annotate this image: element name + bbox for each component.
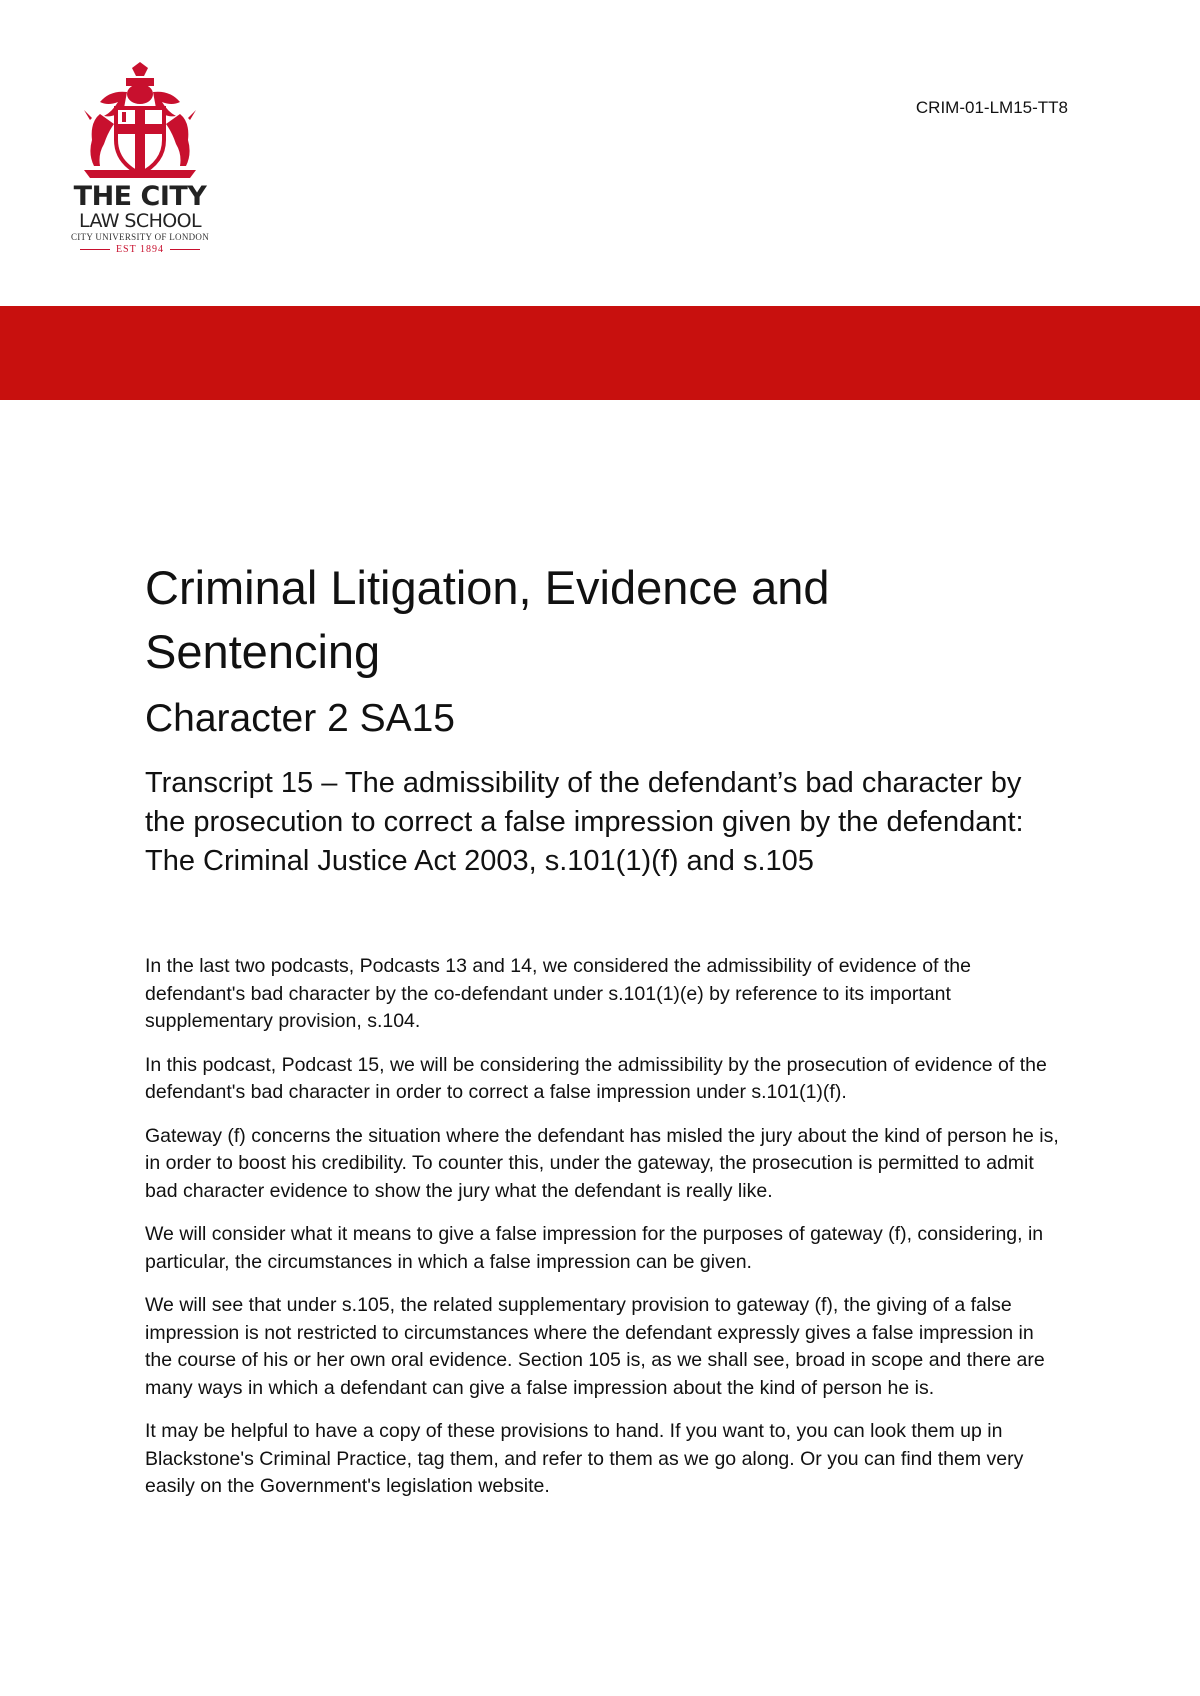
document-body [145, 556, 1065, 1517]
paragraph-list [145, 953, 1065, 1501]
paragraph: We will consider what it means to give a false impression for the purposes of gateway (f), considering, in particular, the circumstances in which a false impression can be given. [145, 1223, 1044, 1273]
document-code: CRIM-01-LM15-TT8 [915, 98, 1068, 117]
paragraph: It may be helpful to have a copy of these provisions to hand. If you want to, you can look them up in Blackstone's Criminal Practice, tag them, and refer to them as we go along. Or you can find them very easily on the Government's legislation website. [145, 1420, 1024, 1497]
paragraph: In the last two podcasts, Podcasts 13 and 14, we considered the admissibility of evidence of the defendant's bad character by the co-defendant under s.101(1)(e) by reference to its important supplementary provision, s.104. [145, 955, 971, 1032]
logo-established: EST 1894 [70, 244, 210, 256]
logo-university-name: CITY UNIVERSITY OF LONDON [70, 232, 210, 242]
document-subtitle: Character 2 SA15 [145, 697, 456, 740]
city-law-school-logo [70, 62, 210, 257]
paragraph: In this podcast, Podcast 15, we will be considering the admissibility by the prosecution of evidence of the defendant's bad character in order to correct a false impression under s.101(1)(f). [145, 1053, 1047, 1103]
coat-of-arms-icon [70, 62, 210, 182]
paragraph: Gateway (f) concerns the situation where the defendant has misled the jury about the kind of person he is, in order to boost his credibility. To counter this, under the gateway, the prosecution is permitted to admit bad character evidence to show the jury what the defendant is really like. [145, 1124, 1059, 1202]
document-title: Criminal Litigation, Evidence and Sentencing [145, 561, 830, 678]
logo-wordmark-law-school: LAW SCHOOL [79, 210, 201, 232]
paragraph: We will see that under s.105, the related supplementary provision to gateway (f), the giving of a false impression is not restricted to circumstances where the defendant expressly gives a false impression in the course of his or her own oral evidence. Section 105 is, as we shall see, broad in scope and there are many ways in which a defendant can give a false impression about the kind of person he is. [145, 1294, 1045, 1399]
header-red-band [0, 306, 1200, 400]
transcript-heading: Transcript 15 – The admissibility of the defendant’s bad character by the prosecution to correct a false impression given by the defendant: The Criminal Justice Act 2003, s.101(1)(f) and s.105 [145, 767, 1024, 877]
logo-wordmark-the-city: THE CITY [73, 181, 207, 212]
